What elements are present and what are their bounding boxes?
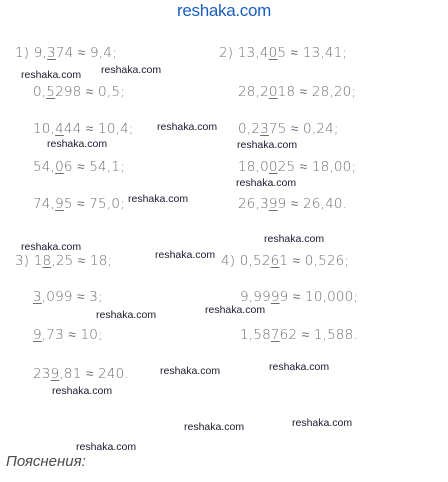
p3-r4-post: ,81 ≈ 240.: [59, 366, 129, 382]
p1-r2-pre: 0,: [33, 84, 47, 100]
p4-r2-post: 9 ≈ 10,000;: [279, 289, 359, 305]
p3-row-2: [33, 289, 103, 305]
p4-r1-post: 1 ≈ 0,526;: [279, 253, 350, 269]
p2-r1-pre: 2) 13,4: [219, 45, 269, 61]
p3-r4-digit: 9: [50, 366, 60, 382]
p3-r2-post: ,099 ≈ 3;: [41, 289, 103, 305]
p3-r3-post: ,73 ≈ 10;: [41, 327, 103, 343]
watermark: reshaka.com: [160, 365, 221, 377]
watermark: reshaka.com: [292, 417, 353, 429]
p1-r5-pre: 74,: [33, 196, 56, 212]
p3-row-3: [33, 327, 103, 343]
p2-r5-pre: 26,3: [238, 196, 269, 212]
watermark: reshaka.com: [236, 177, 297, 189]
p2-row-1: [219, 45, 347, 61]
p4-r2-pre: 9,99: [240, 289, 271, 305]
p4-row-3: [240, 327, 358, 343]
p1-r2-digit: 5: [46, 84, 56, 100]
p2-row-5: [238, 196, 347, 212]
p1-row-2: [33, 84, 125, 100]
p1-r4-digit: 0: [55, 159, 64, 175]
watermark: reshaka.com: [184, 421, 245, 433]
p1-r1-pre: 1) 9,: [15, 45, 48, 61]
p1-r3-post: 44 ≈ 10,4;: [63, 121, 134, 137]
watermark: reshaka.com: [76, 441, 137, 453]
p1-r5-post: 5 ≈ 75,0;: [63, 196, 125, 212]
p1-r4-post: 6 ≈ 54,1;: [63, 159, 125, 175]
p2-r5-digit: 9: [268, 196, 278, 212]
p2-r1-post: 5 ≈ 13,41;: [277, 45, 348, 61]
p2-r1-digit: 0: [268, 45, 278, 61]
p1-row-3: [33, 121, 134, 137]
watermark: reshaka.com: [264, 233, 325, 245]
p2-r3-post: 75 ≈ 0,24;: [268, 121, 339, 137]
watermark: reshaka.com: [21, 241, 82, 253]
p3-row-1: [15, 253, 112, 269]
watermark: reshaka.com: [101, 64, 162, 76]
p4-row-2: [240, 289, 358, 305]
site-watermark-header: reshaka.com: [176, 1, 272, 20]
p4-r2-digit: 9: [270, 289, 280, 305]
p1-r2-post: 298 ≈ 0,5;: [55, 84, 125, 100]
p3-r3-digit: 9: [33, 327, 42, 343]
p3-r1-post: ,25 ≈ 18;: [51, 253, 113, 269]
p2-r4-digit: 0: [268, 159, 278, 175]
p3-r1-digit: 8: [42, 253, 52, 269]
watermark: reshaka.com: [155, 249, 216, 261]
watermark: reshaka.com: [157, 121, 218, 133]
p4-r3-digit: 7: [270, 327, 280, 343]
p4-r1-digit: 6: [270, 253, 280, 269]
watermark: reshaka.com: [21, 69, 82, 81]
p2-r4-post: 25 ≈ 18,00;: [277, 159, 357, 175]
p2-r2-digit: 0: [268, 84, 278, 100]
p1-row-4: [33, 159, 125, 175]
p1-r3-pre: 10,: [33, 121, 56, 137]
p2-row-2: [238, 84, 356, 100]
p2-row-3: [238, 121, 339, 137]
p2-r2-pre: 28,2: [238, 84, 269, 100]
p1-row-5: [33, 196, 125, 212]
watermark: reshaka.com: [96, 309, 157, 321]
p2-r2-post: 18 ≈ 28,20;: [277, 84, 357, 100]
watermark: reshaka.com: [128, 193, 189, 205]
p1-r4-pre: 54,: [33, 159, 56, 175]
p1-r1-post: 74 ≈ 9,4;: [55, 45, 117, 61]
p3-r4-pre: 23: [33, 366, 51, 382]
p2-r4-pre: 18,0: [238, 159, 269, 175]
p4-r1-pre: 4) 0,52: [221, 253, 271, 269]
p1-row-1: [15, 45, 117, 61]
watermark: reshaka.com: [269, 361, 330, 373]
explanations-label: Пояснения:: [6, 453, 86, 470]
p3-r2-digit: 3: [33, 289, 42, 305]
p4-r3-post: 62 ≈ 1,588.: [279, 327, 358, 343]
p3-row-4: [33, 366, 129, 382]
watermark: reshaka.com: [47, 138, 108, 150]
watermark: reshaka.com: [52, 385, 113, 397]
p1-r5-digit: 9: [55, 196, 64, 212]
watermark: reshaka.com: [237, 139, 298, 151]
p2-r3-pre: 0,2: [238, 121, 261, 137]
p1-r3-digit: 4: [55, 121, 64, 137]
p2-row-4: [238, 159, 356, 175]
p2-r5-post: 9 ≈ 26,40.: [277, 196, 348, 212]
watermark: reshaka.com: [205, 304, 266, 316]
p4-row-1: [221, 253, 349, 269]
p2-r3-digit: 3: [260, 121, 269, 137]
p3-r1-pre: 3) 1: [15, 253, 43, 269]
p4-r3-pre: 1,58: [240, 327, 271, 343]
p1-r1-digit: 3: [47, 45, 56, 61]
